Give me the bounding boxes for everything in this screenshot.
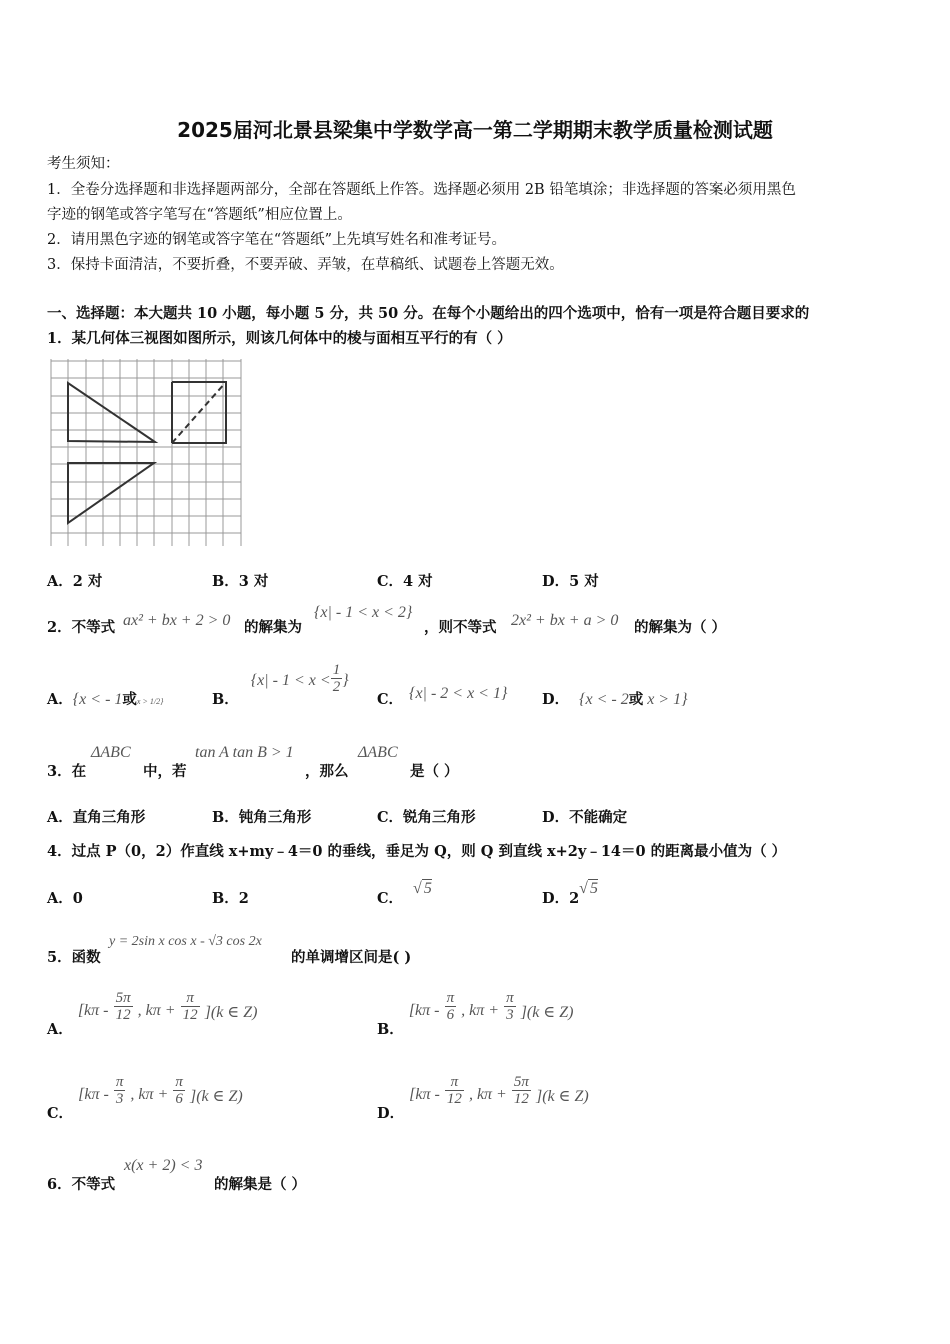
q2-option-d[interactable]: [542, 688, 688, 709]
q3-option-a[interactable]: A．直角三角形: [47, 809, 146, 826]
fraction-numerator: π: [506, 990, 514, 1006]
fraction-numerator: 5π: [513, 1074, 529, 1090]
notice-line-3: 3．保持卡面清洁，不要折叠，不要弄破、弄皱，在草稿纸、试题卷上答题无效。: [47, 257, 564, 273]
q2-text-2: ，则不等式: [424, 619, 497, 636]
q5-option-a-label: A．: [47, 1021, 73, 1038]
q5-option-b-post: ](k ∈ Z): [520, 1004, 574, 1021]
q5-option-b-label: B．: [377, 1021, 404, 1038]
q2-option-c-math: {x| - 2 < x < 1}: [409, 685, 508, 702]
fraction-denominator: 2: [332, 679, 341, 695]
q5-tail: 的单调增区间是( ): [291, 949, 412, 966]
q5-option-c[interactable]: [47, 1074, 243, 1123]
fraction-numerator: π: [181, 990, 200, 1007]
q6-math: x(x + 2) < 3: [124, 1157, 203, 1174]
q3-option-d[interactable]: D．不能确定: [542, 809, 628, 826]
q5-option-d-label: D．: [377, 1105, 405, 1122]
q2-math-3: 2x² + bx + a > 0: [511, 612, 619, 629]
q2-option-c[interactable]: [377, 685, 508, 709]
q5-option-b-mid: , kπ +: [461, 1002, 500, 1019]
page-title: 2025届河北景县梁集中学数学高一第二学期期末教学质量检测试题: [177, 118, 773, 142]
q4-option-d-radicand: 5: [589, 880, 598, 897]
q2-option-b-math: {x| - 1 < x <: [250, 672, 331, 689]
fraction-denominator: 6: [446, 1007, 455, 1023]
q6-num: 6．不等式: [47, 1176, 116, 1193]
notice-line-1a: 1．全卷分选择题和非选择题两部分，全部在答题纸上作答。选择题必须用 2B 铅笔填涂；非选择题的答案必须用黑色: [47, 182, 796, 198]
fraction-numerator: π: [115, 1074, 124, 1090]
q5-option-d-mid: , kπ +: [468, 1086, 507, 1103]
q5-option-d-post: ](k ∈ Z): [536, 1088, 589, 1105]
q4-option-b[interactable]: B．2: [212, 890, 249, 907]
q5-math: y = 2sin x cos x - √3 cos 2x: [109, 934, 262, 949]
fraction-denominator: 12: [182, 1007, 198, 1023]
q5-option-a[interactable]: [47, 990, 257, 1039]
fraction-numerator: 1: [332, 662, 341, 678]
q2-option-b-close: }: [342, 672, 349, 689]
q3-math-2: tan A tan B > 1: [195, 744, 294, 761]
fraction-denominator: 3: [115, 1091, 124, 1107]
three-view-figure: [48, 358, 244, 548]
q1-option-b[interactable]: B．3 对: [212, 573, 269, 590]
fraction-denominator: 6: [175, 1091, 183, 1107]
q2-option-b[interactable]: [212, 662, 349, 709]
q3-math-3: ΔABC: [358, 744, 398, 761]
q5-option-c-post: ](k ∈ Z): [189, 1088, 243, 1105]
q4-stem: 4．过点 P（0，2）作直线 x+my﹣4＝0 的垂线，垂足为 Q，则 Q 到直线 x+2y﹣14＝0 的距离最小值为（ ）: [47, 843, 787, 860]
fraction-numerator: 5π: [115, 990, 131, 1006]
q1-stem: 1．某几何体三视图如图所示，则该几何体中的棱与面相互平行的有（ ）: [47, 330, 512, 347]
q2-math-2: {x| - 1 < x < 2}: [314, 604, 413, 621]
q5-option-b-pre: [kπ -: [408, 1002, 440, 1019]
q5-num: 5．函数: [47, 949, 101, 966]
top-view-triangle: [68, 463, 154, 523]
fraction-denominator: 3: [506, 1007, 514, 1023]
fraction-denominator: 12: [446, 1091, 462, 1107]
q5-option-c-pre: [kπ -: [78, 1086, 109, 1103]
q2-option-a-or: 或: [122, 691, 137, 708]
q5-option-d-pre: [kπ -: [409, 1086, 440, 1103]
q2-option-d-math-1: {x < - 2: [579, 691, 629, 708]
q2-text-1: 的解集为: [244, 619, 302, 636]
q5-option-a-pre: [kπ -: [77, 1002, 109, 1019]
q2-option-d-math-2: x > 1}: [647, 691, 688, 708]
q5-option-b[interactable]: [377, 990, 573, 1039]
section-heading: 一、选择题：本大题共 10 小题，每小题 5 分，共 50 分。在每个小题给出的四个选项中，恰有一项是符合题目要求的: [47, 305, 810, 322]
fraction-numerator: π: [445, 1074, 464, 1091]
q5-option-c-label: C．: [47, 1105, 74, 1122]
q2-option-d-label: D．: [542, 691, 570, 708]
fraction-denominator: 12: [513, 1091, 529, 1107]
q5-option-a-mid: , kπ +: [137, 1002, 176, 1019]
q3-text-1: 中，若: [143, 763, 187, 780]
fraction-denominator: 12: [115, 1007, 131, 1023]
q5-option-a-post: ](k ∈ Z): [204, 1004, 258, 1021]
q3-math-1: ΔABC: [91, 744, 131, 761]
q2-option-c-label: C．: [377, 691, 404, 708]
notice-line-2: 2．请用黑色字迹的钢笔或答字笔在“答题纸”上先填写姓名和准考证号。: [47, 232, 507, 248]
q3-num: 3．在: [47, 763, 87, 780]
q1-option-a[interactable]: A．2 对: [47, 573, 103, 590]
fraction-numerator: π: [446, 990, 455, 1006]
q2-option-a-math-1: {x < - 1: [72, 691, 123, 708]
q1-option-d[interactable]: D．5 对: [542, 573, 599, 590]
q4-option-d[interactable]: D．2√ 5: [542, 880, 598, 907]
q2-option-a-math-2: x > 1/2}: [136, 697, 164, 706]
q2-num: 2．不等式: [47, 619, 116, 636]
notice-heading: 考生须知：: [47, 156, 120, 172]
q4-option-c[interactable]: C．√ 5: [377, 880, 432, 907]
q3-text-2: ，那么: [305, 763, 349, 780]
q5-option-c-mid: , kπ +: [130, 1086, 169, 1103]
q3-tail: 是（ ）: [410, 763, 459, 780]
q2-option-a-label: A．: [47, 691, 73, 708]
q2-tail: 的解集为（ ）: [634, 619, 727, 636]
q3-option-c[interactable]: C．锐角三角形: [377, 809, 476, 826]
q2-option-b-fraction: [331, 662, 343, 695]
q4-option-c-radicand: 5: [423, 880, 432, 897]
q4-option-d-label: D．2: [542, 890, 580, 907]
q2-option-b-label: B．: [212, 691, 239, 708]
q2-math-1: ax² + bx + 2 > 0: [123, 612, 231, 629]
q2-option-a[interactable]: [47, 688, 163, 709]
q1-option-c[interactable]: C．4 对: [377, 573, 433, 590]
q2-option-d-or: 或: [628, 691, 644, 708]
fraction-numerator: π: [175, 1074, 183, 1090]
notice-line-1b: 字迹的钢笔或答字笔写在“答题纸”相应位置上。: [47, 207, 352, 223]
q5-option-d[interactable]: [377, 1074, 589, 1123]
q4-option-a[interactable]: A．0: [47, 890, 83, 907]
q3-option-b[interactable]: B．钝角三角形: [212, 809, 312, 826]
q6-tail: 的解集是（ ）: [214, 1176, 307, 1193]
q4-option-c-label: C．: [377, 890, 404, 907]
